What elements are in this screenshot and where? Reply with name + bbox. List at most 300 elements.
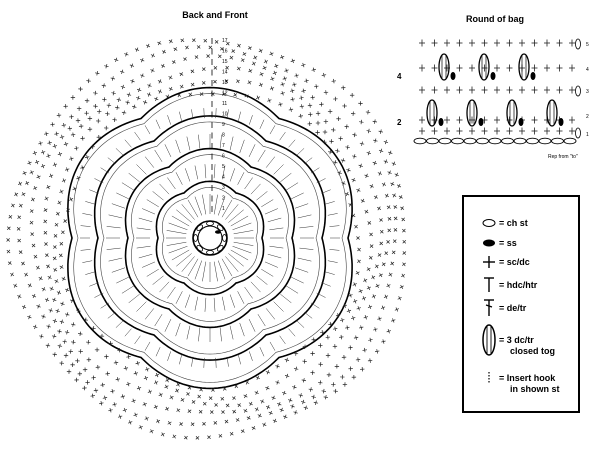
sc-stitch-bar <box>247 417 251 419</box>
dc-stitch <box>265 262 278 268</box>
sc-stitch-bar <box>14 193 18 195</box>
dc-stitch <box>295 204 308 209</box>
sc-stitch-bar <box>8 261 11 264</box>
sc-stitch-bar <box>354 337 358 338</box>
sc-stitch-bar <box>102 85 106 86</box>
sc-stitch-bar <box>185 436 188 439</box>
sc-stitch-bar <box>11 204 15 207</box>
dc-stitch <box>291 193 304 199</box>
sc-stitch-bar <box>93 326 94 330</box>
dc-stitch <box>188 259 198 276</box>
sc-stitch-bar <box>122 112 126 113</box>
sc-stitch-bar <box>169 40 173 42</box>
sc-stitch-bar <box>302 104 303 108</box>
legend-label: = sc/dc <box>499 257 530 267</box>
dc-stitch <box>249 351 252 360</box>
sc-stitch-bar <box>241 430 245 433</box>
sc-stitch-bar <box>117 377 118 381</box>
sc-stitch-bar <box>187 392 190 396</box>
dc-stitch <box>122 183 134 190</box>
row-number-label: 1 <box>222 206 225 212</box>
legend-label: = hdc/htr <box>499 280 538 290</box>
sc-stitch-bar <box>387 285 391 287</box>
row-number-label: 13 <box>222 80 228 86</box>
sc-stitch-bar <box>362 199 364 203</box>
row-number-label: 10 <box>222 111 228 118</box>
dc-stitch <box>136 164 146 174</box>
slip-stitch <box>479 118 484 126</box>
row-number-label: 5 <box>222 164 225 170</box>
dc-stitch <box>198 327 200 341</box>
dc-stitch <box>195 197 202 216</box>
sc-stitch-bar <box>54 133 58 134</box>
sc-stitch-bar <box>174 48 178 50</box>
dc-stitch <box>218 261 225 280</box>
sc-stitch-bar <box>306 79 307 83</box>
dc-stitch <box>270 125 275 134</box>
chain-stitch <box>464 138 476 144</box>
legend-label: = 3 dc/tr <box>499 335 534 345</box>
dc-stitch <box>289 329 296 337</box>
sc-stitch-bar <box>22 193 26 195</box>
dc-stitch <box>238 291 244 303</box>
sc-stitch-bar <box>189 93 193 96</box>
legend-label-line2: in shown st <box>510 384 560 394</box>
dc-stitch <box>116 148 123 155</box>
sc-stitch-bar <box>363 279 367 281</box>
sc-stitch-bar <box>260 49 262 53</box>
sc-stitch-bar <box>311 397 315 398</box>
sc-stitch-bar <box>400 195 402 199</box>
dc-stitch <box>167 242 187 245</box>
slip-stitch <box>215 230 221 234</box>
sc-stitch-bar <box>63 220 66 223</box>
chain-stitch <box>439 138 451 144</box>
dc-stitch <box>328 261 338 263</box>
sc-stitch-bar <box>249 69 251 73</box>
sc-stitch-bar <box>157 419 159 423</box>
row-number-label: 2 <box>222 195 225 202</box>
sc-stitch-bar <box>252 427 256 429</box>
dc-stitch <box>238 112 240 122</box>
sc-stitch-bar <box>294 368 298 369</box>
sc-stitch-bar <box>49 276 51 280</box>
dc-stitch <box>167 178 175 189</box>
dc-stitch <box>328 213 338 215</box>
main-circle-chart <box>7 38 406 440</box>
sc-stitch-bar <box>170 396 172 400</box>
dc-stitch <box>325 272 335 275</box>
dc-stitch <box>240 140 245 153</box>
dc-stitch <box>233 223 252 230</box>
dc-stitch <box>195 297 198 311</box>
sc-stitch-bar <box>390 262 394 265</box>
sc-stitch-bar <box>374 119 375 123</box>
sc-stitch-bar <box>93 93 97 94</box>
dc-stitch <box>156 347 160 356</box>
sc-stitch-bar <box>376 285 380 287</box>
dc-stitch <box>185 168 190 181</box>
center-ring-inner <box>198 226 222 250</box>
sc-stitch-bar <box>172 61 176 63</box>
dc-stitch <box>214 298 215 312</box>
sc-stitch-bar <box>25 273 27 277</box>
sc-stitch-bar <box>375 351 379 352</box>
dc-stitch <box>195 166 198 180</box>
sc-stitch-bar <box>314 402 318 403</box>
turning-chain <box>576 39 581 49</box>
sc-stitch-bar <box>236 419 240 422</box>
sc-stitch-bar <box>53 257 56 260</box>
dc-stitch <box>228 210 243 223</box>
sc-stitch-bar <box>45 197 49 199</box>
sc-stitch-bar <box>60 137 64 138</box>
dc-stitch <box>145 125 150 134</box>
sc-stitch-bar <box>102 99 106 100</box>
dc-stitch <box>85 201 95 204</box>
dc-stitch <box>205 164 206 178</box>
sc-stitch-bar <box>115 107 119 108</box>
sc-stitch-bar <box>324 397 328 398</box>
sc-stitch-bar <box>44 133 48 134</box>
cluster-stitch <box>479 54 489 80</box>
row-number-label: 6 <box>222 153 225 160</box>
sc-stitch-bar <box>400 286 404 288</box>
slip-stitch <box>559 118 564 126</box>
sc-stitch-bar <box>165 385 167 389</box>
dc-stitch <box>176 210 191 223</box>
dc-stitch <box>298 215 312 218</box>
sc-stitch-bar <box>391 182 393 186</box>
dc-stitch <box>231 250 248 260</box>
dc-stitch <box>142 262 155 268</box>
sc-stitch-bar <box>398 184 400 188</box>
sc-stitch-bar <box>302 380 306 381</box>
sc-stitch-bar <box>244 395 248 397</box>
dc-stitch <box>167 351 170 360</box>
sc-stitch-bar <box>324 73 325 77</box>
dc-stitch <box>233 246 252 253</box>
sc-stitch-bar <box>367 268 371 270</box>
dc-stitch <box>172 216 189 226</box>
chain-stitch <box>502 138 514 144</box>
dc-stitch <box>258 314 265 326</box>
dc-stitch <box>280 132 286 140</box>
round-row-number: 3 <box>586 89 589 95</box>
sc-stitch-bar <box>379 274 383 276</box>
dc-stitch <box>304 158 312 164</box>
sc-stitch-bar <box>64 339 65 343</box>
sc-stitch-bar <box>168 421 170 425</box>
sc-stitch-bar <box>54 334 55 338</box>
chain-stitch <box>539 138 551 144</box>
dc-stitch <box>176 291 182 303</box>
dc-stitch <box>165 319 171 332</box>
chain-stitch <box>477 138 489 144</box>
dc-stitch <box>125 329 132 337</box>
sc-stitch-bar <box>59 254 62 257</box>
dc-stitch <box>286 286 298 293</box>
dc-stitch <box>270 342 275 351</box>
cluster-stitch <box>547 100 557 126</box>
sc-stitch-bar <box>180 73 184 76</box>
main-chart-title: Back and Front <box>182 10 248 20</box>
sc-stitch-bar <box>241 58 243 62</box>
dc-stitch <box>228 253 243 266</box>
dc-stitch <box>269 246 283 248</box>
row-number-label: 16 <box>222 48 228 55</box>
dc-stitch <box>249 115 252 124</box>
dc-stitch <box>214 262 217 282</box>
sc-stitch-bar <box>255 408 259 410</box>
sc-stitch-bar <box>107 105 111 106</box>
sc-stitch-bar <box>386 194 388 198</box>
sc-stitch-bar <box>112 389 113 393</box>
dc-stitch <box>159 184 169 194</box>
sc-stitch-bar <box>101 401 102 405</box>
sc-stitch-bar <box>111 93 115 94</box>
sc-stitch-bar <box>318 382 322 383</box>
sc-stitch-bar <box>356 272 360 274</box>
legend-label-line2: closed tog <box>510 346 556 356</box>
dc-stitch <box>234 242 254 245</box>
sc-stitch-bar <box>116 361 117 365</box>
round-left-row-label: 2 <box>397 118 402 127</box>
sc-stitch-bar <box>14 284 16 288</box>
dc-stitch <box>304 312 312 318</box>
dc-stitch <box>214 195 217 215</box>
slip-stitch <box>531 72 536 80</box>
dc-stitch <box>329 249 339 250</box>
sc-stitch-bar <box>56 212 60 215</box>
dc-stitch <box>238 355 240 365</box>
sc-stitch-bar <box>185 46 188 49</box>
dc-stitch <box>261 200 273 207</box>
slip-stitch <box>451 72 456 80</box>
cluster-stitch <box>507 100 517 126</box>
sc-stitch-bar <box>63 277 65 281</box>
petal-round <box>95 116 326 360</box>
dc-stitch <box>116 193 129 199</box>
dc-stitch <box>153 191 164 200</box>
sc-stitch-bar <box>357 260 361 263</box>
sc-stitch-bar <box>380 129 381 133</box>
dc-stitch <box>251 184 261 194</box>
sc-stitch-bar <box>301 96 302 100</box>
dc-stitch <box>329 226 339 227</box>
sc-stitch-bar <box>382 263 386 266</box>
petal-round <box>126 149 295 328</box>
sc-stitch-bar <box>107 372 108 376</box>
dc-stitch <box>135 336 141 344</box>
dc-stitch <box>108 158 116 164</box>
dc-stitch <box>289 140 296 148</box>
dc-stitch <box>291 277 304 283</box>
dc-stitch <box>172 250 189 260</box>
dc-stitch <box>230 168 235 181</box>
dc-stitch <box>139 218 152 222</box>
row-number-label: 14 <box>222 69 228 76</box>
sc-stitch-bar <box>253 62 255 66</box>
dc-stitch <box>82 213 92 215</box>
dc-stitch <box>122 286 134 293</box>
dc-stitch <box>265 209 278 215</box>
dc-stitch <box>257 191 268 200</box>
sc-stitch-bar <box>249 46 251 50</box>
dc-stitch <box>187 326 190 340</box>
repeat-note: Rep from "to" <box>548 154 578 160</box>
sc-stitch-bar <box>80 332 81 336</box>
dc-stitch <box>198 135 200 149</box>
cluster-stitch <box>439 54 449 80</box>
round-row-number: 5 <box>586 42 589 48</box>
dc-stitch <box>280 336 286 344</box>
sc-stitch-bar <box>11 273 13 277</box>
dc-stitch <box>274 164 284 174</box>
sc-stitch-bar <box>188 409 191 412</box>
row-number-label: 11 <box>222 101 228 107</box>
cluster-stitch <box>519 54 529 80</box>
sc-stitch-bar <box>18 183 22 185</box>
chain-stitch <box>414 138 426 144</box>
sc-stitch-bar <box>67 330 68 334</box>
sc-stitch-bar <box>62 125 66 126</box>
sc-stitch-bar <box>31 198 35 200</box>
sc-stitch-bar <box>369 256 372 259</box>
sc-stitch-bar <box>180 85 184 87</box>
sc-stitch-bar <box>234 93 237 97</box>
sc-stitch-bar <box>169 76 173 78</box>
dc-stitch <box>268 218 281 222</box>
round-of-bag-chart <box>397 39 589 160</box>
row-number-label: 15 <box>222 59 228 65</box>
sc-stitch-bar <box>248 81 250 85</box>
sc-stitch-bar <box>361 120 362 124</box>
dc-stitch <box>145 308 154 319</box>
sc-stitch-bar <box>60 344 61 348</box>
dc-stitch <box>238 172 244 184</box>
sc-stitch-bar <box>105 396 106 400</box>
legend-label: = Insert hook <box>499 373 556 383</box>
sc-stitch-bar <box>234 385 238 388</box>
dc-stitch <box>135 132 141 140</box>
dc-stitch <box>214 164 215 178</box>
chain-stitch <box>552 138 564 144</box>
round-chart-title: Round of bag <box>466 14 524 24</box>
dc-stitch <box>147 200 159 207</box>
dc-stitch <box>261 269 273 276</box>
row-number-label: 4 <box>222 174 225 181</box>
sc-stitch-bar <box>378 207 381 211</box>
dc-stitch <box>222 297 225 311</box>
sc-stitch-bar <box>177 94 181 96</box>
dc-stitch <box>297 321 304 328</box>
dc-stitch <box>245 287 253 298</box>
sc-stitch-bar <box>161 65 165 67</box>
sc-stitch-bar <box>238 44 241 48</box>
sc-stitch-bar <box>300 114 301 118</box>
dc-stitch <box>249 319 255 332</box>
chain-stitch <box>196 244 204 252</box>
sc-stitch-bar <box>303 89 304 93</box>
sc-stitch-bar <box>368 129 369 133</box>
chain-stitch <box>196 224 204 232</box>
sc-stitch-bar <box>55 279 57 283</box>
sc-stitch-bar <box>68 128 72 129</box>
sc-stitch-bar <box>312 95 313 99</box>
sc-stitch-bar <box>258 415 262 417</box>
sc-stitch-bar <box>37 266 40 270</box>
dc-stitch <box>136 302 146 312</box>
dc-stitch <box>167 230 187 233</box>
sc-stitch-bar <box>73 340 74 344</box>
sc-stitch-bar <box>59 329 60 333</box>
sc-stitch-bar <box>86 81 90 82</box>
dc-stitch <box>167 115 170 124</box>
dc-stitch <box>299 226 313 228</box>
sc-stitch-bar <box>345 327 349 328</box>
chain-stitch <box>427 138 439 144</box>
sc-stitch-bar <box>162 51 166 53</box>
dc-stitch <box>266 157 275 168</box>
dc-stitch <box>176 140 181 153</box>
dc-stitch <box>297 148 304 155</box>
dc-stitch <box>176 323 181 336</box>
sc-stitch-bar <box>50 124 54 125</box>
sc-stitch-bar <box>19 204 23 207</box>
sc-stitch-bar <box>125 366 126 370</box>
sc-stitch-bar <box>180 422 183 426</box>
sc-stitch-bar <box>181 398 184 402</box>
sc-stitch-bar <box>245 381 249 383</box>
row-number-label: 9 <box>222 122 225 128</box>
dc-stitch <box>155 314 162 326</box>
sc-stitch-bar <box>290 107 291 111</box>
dc-stitch <box>108 312 116 318</box>
sc-stitch-bar <box>157 42 161 44</box>
petal-chain-round <box>131 155 288 322</box>
dc-stitch <box>107 226 121 228</box>
sc-stitch-bar <box>232 49 235 52</box>
dc-stitch <box>202 195 205 215</box>
sc-stitch-bar <box>310 103 311 107</box>
sc-stitch-bar <box>337 149 338 153</box>
sc-stitch-bar <box>183 58 187 61</box>
chain-stitch <box>207 251 214 255</box>
row-number-label: 7 <box>222 143 225 149</box>
dc-stitch <box>81 249 91 250</box>
sc-stitch-bar <box>333 328 337 329</box>
dc-stitch <box>286 183 298 190</box>
dc-stitch <box>116 321 123 328</box>
sc-stitch-bar <box>33 187 37 189</box>
legend-label: = ss <box>499 238 517 248</box>
round-row-number: 1 <box>586 132 589 138</box>
dc-stitch <box>142 209 155 215</box>
dc-stitch <box>266 308 275 319</box>
dc-stitch <box>230 326 233 340</box>
dc-stitch <box>258 150 265 162</box>
sc-stitch-bar <box>48 343 49 347</box>
dc-stitch <box>145 342 150 351</box>
dc-stitch <box>295 268 308 273</box>
chain-stitch <box>207 222 214 226</box>
row-number-label: 3 <box>222 185 225 191</box>
sc-stitch-bar <box>173 435 176 439</box>
dc-stitch <box>298 258 312 261</box>
sc-stitch-bar <box>71 134 75 135</box>
sc-stitch-bar <box>363 350 367 351</box>
